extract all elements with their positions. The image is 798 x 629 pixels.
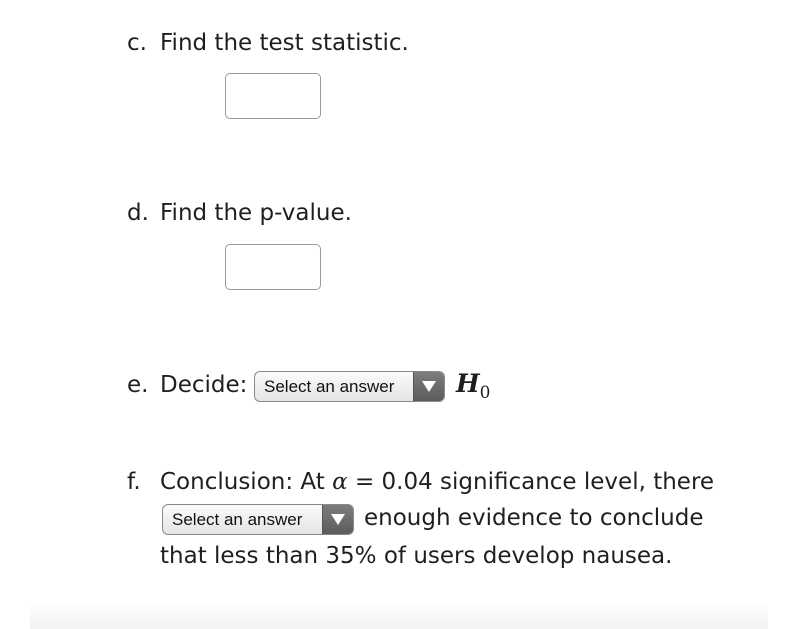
hypothesis-h0: [456, 369, 490, 408]
decide-select[interactable]: [254, 371, 445, 402]
question-f-suffix: = 0.04 significance level, there: [354, 469, 715, 495]
question-d-letter: d.: [127, 200, 149, 226]
p-value-input[interactable]: [225, 244, 321, 290]
conclusion-select[interactable]: [162, 504, 354, 535]
hypothesis-subscript: 0: [479, 383, 491, 403]
question-f-line1: [127, 468, 714, 496]
question-e-letter: e.: [127, 372, 149, 398]
test-statistic-input[interactable]: [225, 73, 321, 119]
question-f-line3: that less than 35% of users develop nausea.: [160, 543, 673, 569]
bottom-divider-shade: [30, 600, 768, 629]
triangle-down-icon[interactable]: [413, 372, 444, 401]
question-f-letter: f.: [127, 469, 141, 495]
question-f-line2: enough evidence to conclude: [364, 505, 704, 531]
question-e: [127, 371, 247, 399]
question-f-prefix: Conclusion: At: [160, 469, 325, 495]
decide-select-label: Select an answer: [264, 376, 395, 396]
question-c-letter: c.: [127, 30, 147, 56]
question-c-text: Find the test statistic.: [160, 30, 409, 56]
conclusion-select-label: Select an answer: [172, 509, 303, 529]
question-d-text: Find the p-value.: [160, 200, 352, 226]
triangle-down-icon[interactable]: [322, 505, 353, 534]
question-d: [127, 199, 352, 227]
question-e-text: Decide:: [160, 372, 248, 398]
hypothesis-symbol: H: [456, 369, 480, 398]
question-c: [127, 29, 409, 57]
alpha-symbol: α: [332, 469, 348, 495]
